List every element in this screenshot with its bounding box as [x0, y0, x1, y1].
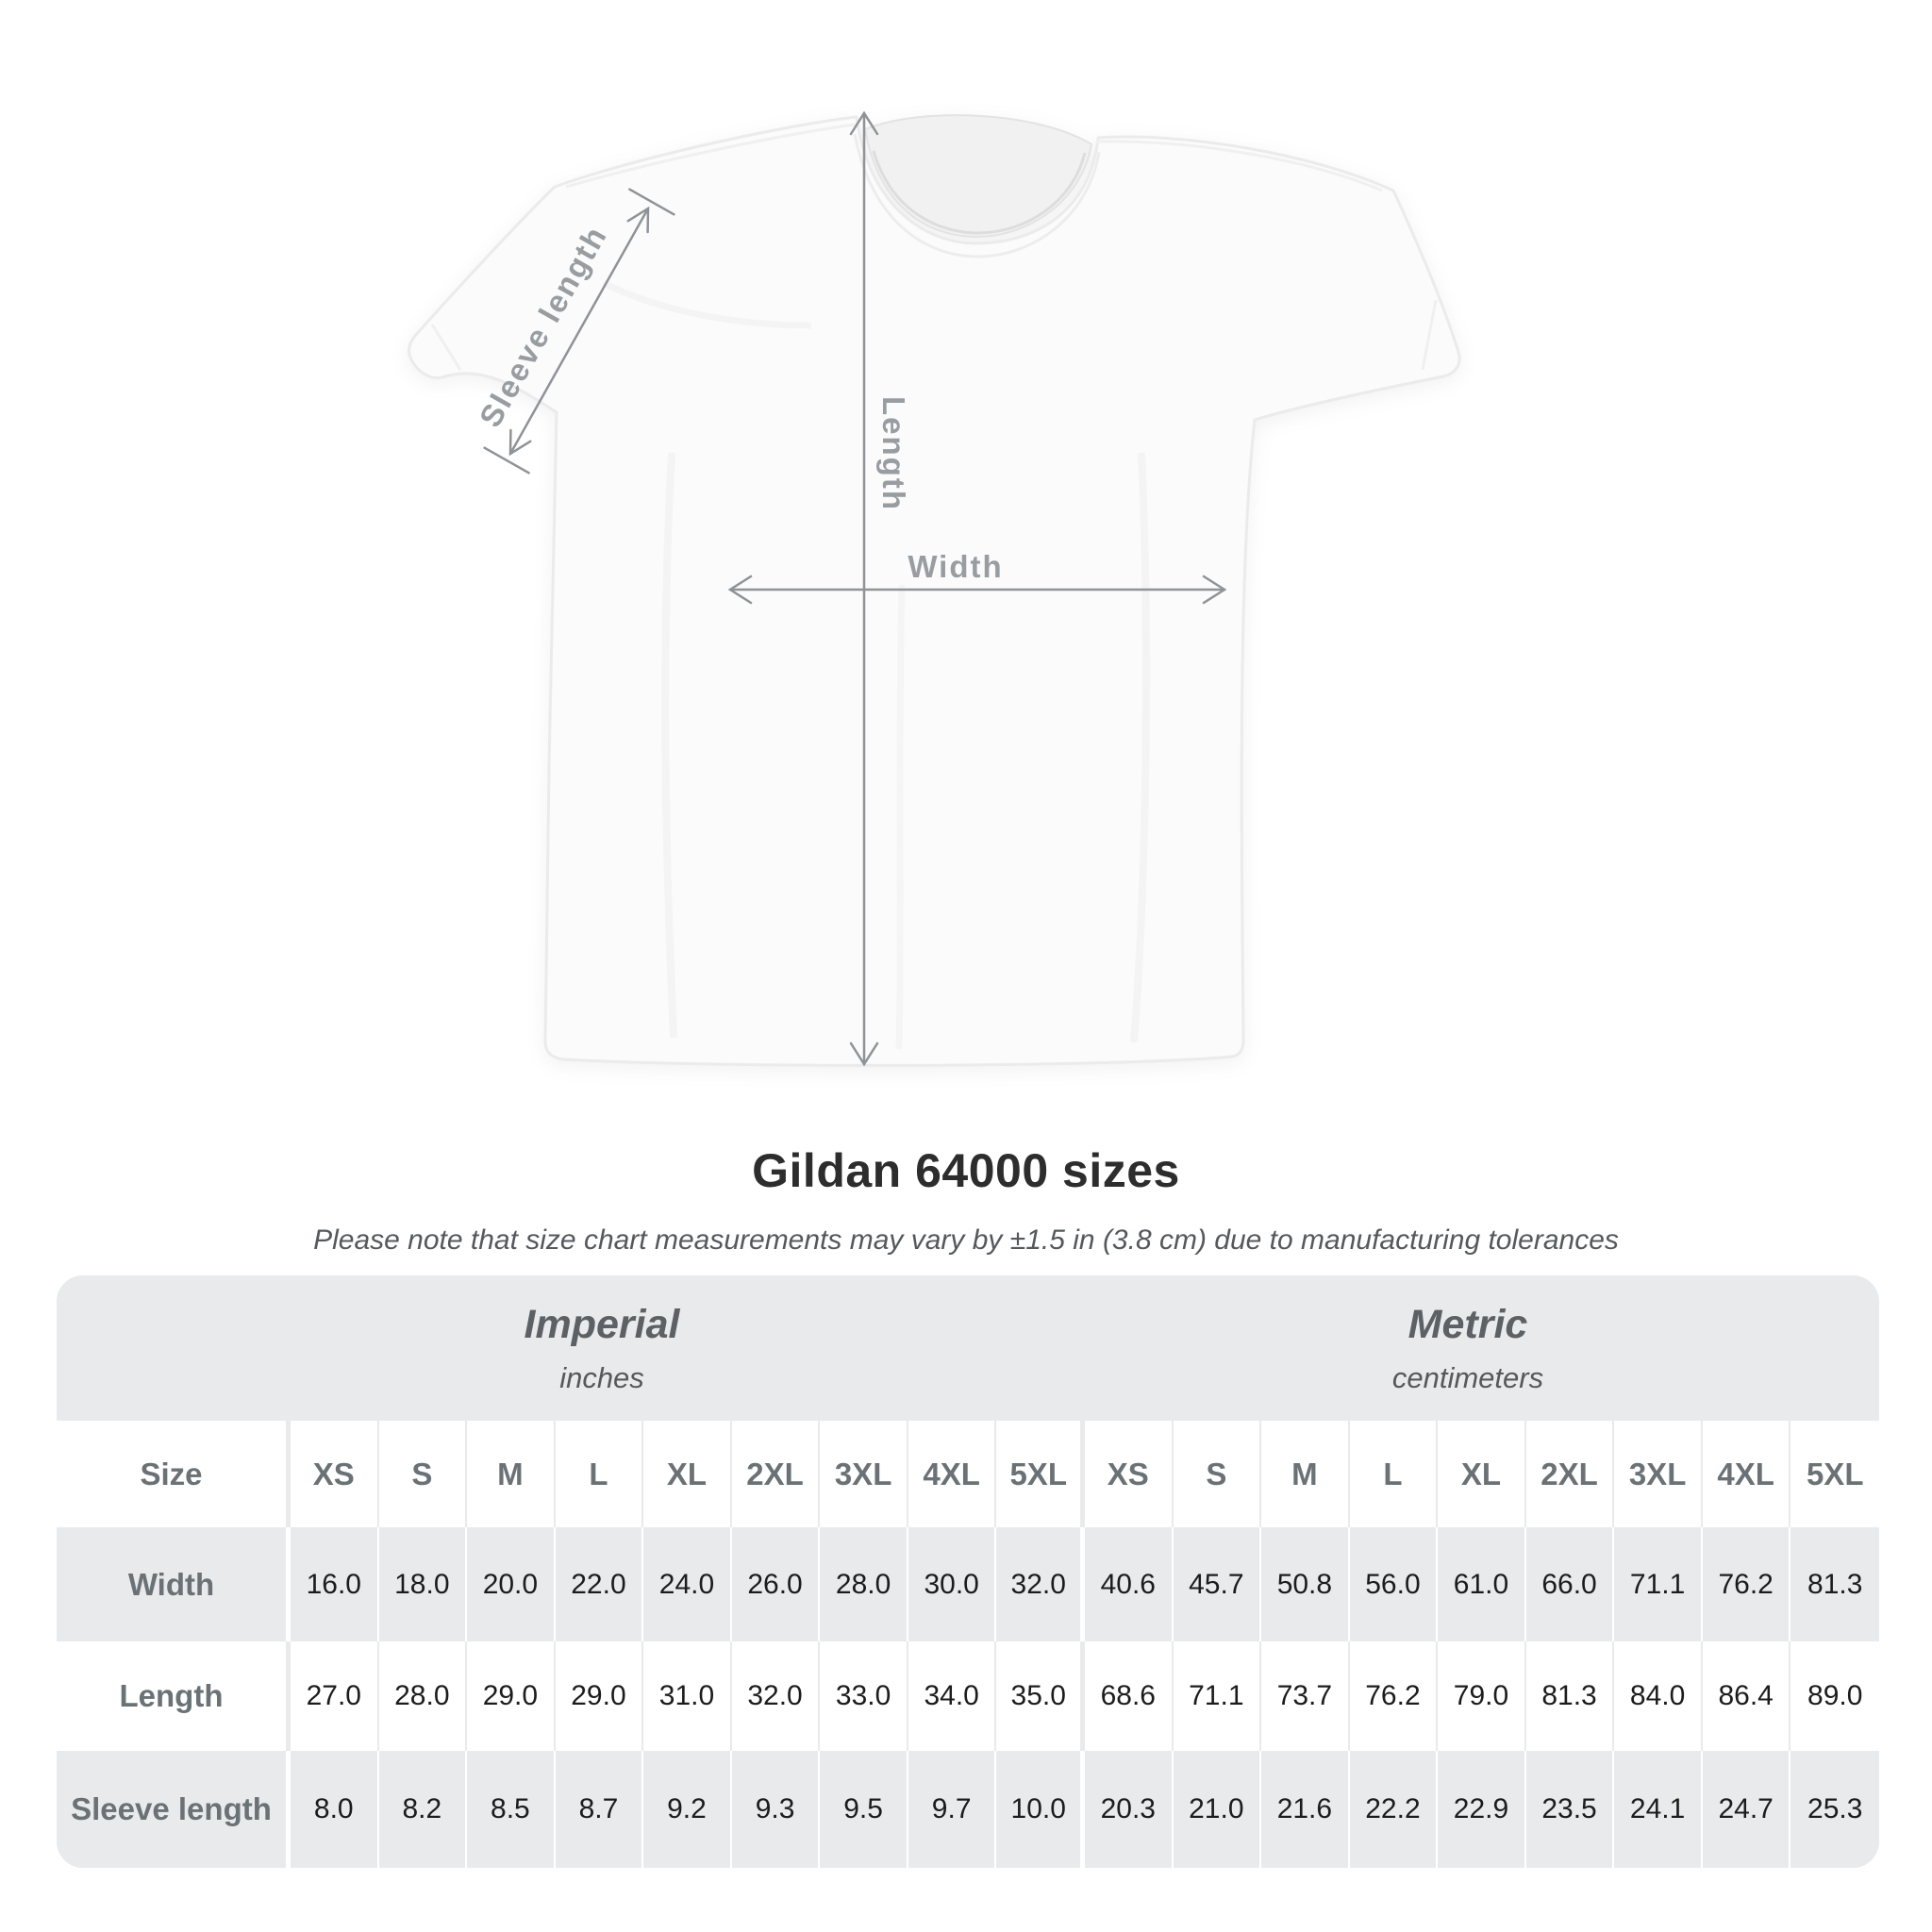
value-cell: 29.0: [556, 1641, 644, 1751]
value-cell: 71.1: [1614, 1527, 1703, 1641]
tshirt-wrinkle: [899, 585, 902, 1049]
size-header-imperial-s: S: [379, 1421, 468, 1527]
value-cell: 33.0: [820, 1641, 908, 1751]
length-label: Length: [876, 396, 911, 511]
row-label-length: Length: [57, 1641, 291, 1751]
size-header-imperial-3xl: 3XL: [820, 1421, 908, 1527]
size-header-metric-l: L: [1350, 1421, 1439, 1527]
size-header-imperial-5xl: 5XL: [996, 1421, 1085, 1527]
value-cell: 89.0: [1790, 1641, 1879, 1751]
value-cell: 61.0: [1438, 1527, 1526, 1641]
value-cell: 50.8: [1261, 1527, 1350, 1641]
size-header-imperial-xs: XS: [291, 1421, 379, 1527]
page-title: Gildan 64000 sizes: [752, 1144, 1180, 1197]
size-column-header: Size: [57, 1421, 291, 1527]
value-cell: 28.0: [379, 1641, 468, 1751]
size-table: [57, 1275, 1879, 1868]
value-cell: 73.7: [1261, 1641, 1350, 1751]
metric-section-unit: centimeters: [1391, 1360, 1544, 1394]
metric-section-header: [1085, 1275, 1879, 1421]
size-header-metric-m: M: [1261, 1421, 1350, 1527]
size-header-metric-2xl: 2XL: [1526, 1421, 1615, 1527]
value-cell: 8.5: [467, 1751, 556, 1868]
size-header-imperial-m: M: [467, 1421, 556, 1527]
value-cell: 27.0: [291, 1641, 379, 1751]
value-cell: 18.0: [379, 1527, 468, 1641]
value-cell: 68.6: [1085, 1641, 1174, 1751]
value-cell: 21.0: [1174, 1751, 1262, 1868]
value-cell: 30.0: [908, 1527, 997, 1641]
sleeve-end-tick: [485, 448, 529, 474]
metric-section-title: Metric: [1407, 1301, 1528, 1347]
value-cell: 56.0: [1350, 1527, 1439, 1641]
value-cell: 24.7: [1703, 1751, 1791, 1868]
value-cell: 8.0: [291, 1751, 379, 1868]
value-cell: 20.0: [467, 1527, 556, 1641]
size-header-metric-3xl: 3XL: [1614, 1421, 1703, 1527]
value-cell: 23.5: [1526, 1751, 1615, 1868]
tolerance-note: Please note that size chart measurements may vary by ±1.5 in (3.8 cm) due to manufacturing tolerances: [313, 1224, 1619, 1256]
value-cell: 40.6: [1085, 1527, 1174, 1641]
value-cell: 20.3: [1085, 1751, 1174, 1868]
value-cell: 29.0: [467, 1641, 556, 1751]
value-cell: 71.1: [1174, 1641, 1262, 1751]
value-cell: 9.2: [643, 1751, 732, 1868]
size-header-metric-5xl: 5XL: [1790, 1421, 1879, 1527]
value-cell: 31.0: [643, 1641, 732, 1751]
metric-section-inner: [1392, 1302, 1543, 1395]
value-cell: 10.0: [996, 1751, 1085, 1868]
value-cell: 79.0: [1438, 1641, 1526, 1751]
row-label-width: Width: [57, 1527, 291, 1641]
value-cell: 81.3: [1790, 1527, 1879, 1641]
size-header-metric-s: S: [1174, 1421, 1262, 1527]
size-header-metric-4xl: 4XL: [1703, 1421, 1791, 1527]
value-cell: 34.0: [908, 1641, 997, 1751]
value-cell: 76.2: [1350, 1641, 1439, 1751]
value-cell: 25.3: [1790, 1751, 1879, 1868]
value-cell: 24.1: [1614, 1751, 1703, 1868]
value-cell: 8.7: [556, 1751, 644, 1868]
value-cell: 22.0: [556, 1527, 644, 1641]
imperial-section-inner: [525, 1302, 680, 1395]
value-cell: 32.0: [732, 1641, 821, 1751]
imperial-section-unit: inches: [559, 1360, 644, 1394]
value-cell: 8.2: [379, 1751, 468, 1868]
value-cell: 26.0: [732, 1527, 821, 1641]
heading-block: [0, 1143, 1932, 1257]
size-header-imperial-xl: XL: [643, 1421, 732, 1527]
value-cell: 45.7: [1174, 1527, 1262, 1641]
size-header-imperial-l: L: [556, 1421, 644, 1527]
value-cell: 9.3: [732, 1751, 821, 1868]
value-cell: 76.2: [1703, 1527, 1791, 1641]
value-cell: 9.5: [820, 1751, 908, 1868]
row-label-sleeve-length: Sleeve length: [57, 1751, 291, 1868]
value-cell: 28.0: [820, 1527, 908, 1641]
size-header-imperial-4xl: 4XL: [908, 1421, 997, 1527]
value-cell: 66.0: [1526, 1527, 1615, 1641]
value-cell: 86.4: [1703, 1641, 1791, 1751]
value-cell: 22.9: [1438, 1751, 1526, 1868]
value-cell: 24.0: [643, 1527, 732, 1641]
imperial-section-title: Imperial: [524, 1301, 680, 1347]
size-header-metric-xl: XL: [1438, 1421, 1526, 1527]
value-cell: 81.3: [1526, 1641, 1615, 1751]
value-cell: 22.2: [1350, 1751, 1439, 1868]
size-header-imperial-2xl: 2XL: [732, 1421, 821, 1527]
value-cell: 16.0: [291, 1527, 379, 1641]
sleeve-length-label: Sleeve length: [472, 219, 614, 433]
imperial-section-header: [57, 1275, 1085, 1421]
value-cell: 21.6: [1261, 1751, 1350, 1868]
size-header-metric-xs: XS: [1085, 1421, 1174, 1527]
value-cell: 35.0: [996, 1641, 1085, 1751]
width-label: Width: [908, 549, 1004, 584]
value-cell: 9.7: [908, 1751, 997, 1868]
value-cell: 84.0: [1614, 1641, 1703, 1751]
value-cell: 32.0: [996, 1527, 1085, 1641]
